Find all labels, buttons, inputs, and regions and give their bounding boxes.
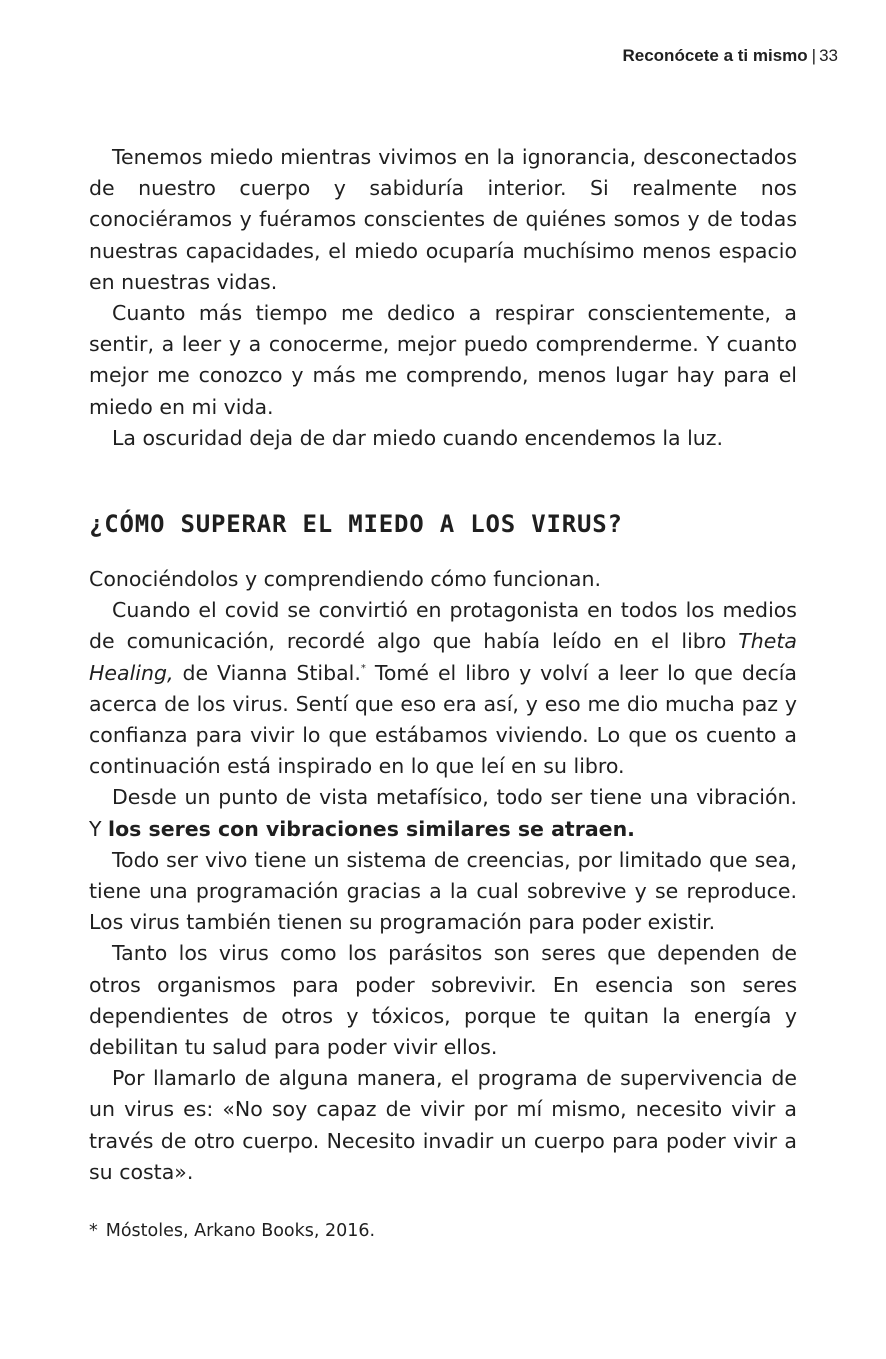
- paragraph: Conociéndolos y comprendiendo cómo funcionan.: [89, 567, 601, 591]
- bold-emphasis: los seres con vibraciones similares se atraen.: [108, 816, 635, 841]
- paragraph-text: Tomé el libro y volví a leer lo que decía acerca de los virus. Sentí que eso era así, y eso me dio mucha paz y confianza para vivir lo que estábamos viviendo. Lo que os cuento a continuación está inspirado en lo que leí en su libro.: [89, 660, 797, 779]
- paragraph: [89, 782, 797, 844]
- page-number: 33: [819, 46, 838, 65]
- footnote-text: Móstoles, Arkano Books, 2016.: [105, 1221, 376, 1241]
- intro-text-block: [89, 142, 797, 454]
- author-text: de Vianna Stibal.: [173, 660, 361, 685]
- paragraph: Tenemos miedo mientras vivimos en la ignorancia, desconectados de nuestro cuerpo y sabiduría interior. Si realmente nos conociéramos y fuéramos conscientes de quiénes somos y de todas nuestras capacidades, el miedo ocuparía muchísimo menos espacio en nuestras vidas.: [89, 145, 797, 294]
- running-header: [622, 46, 838, 66]
- paragraph: La oscuridad deja de dar miedo cuando encendemos la luz.: [112, 425, 724, 450]
- running-title: Reconócete a ti mismo: [622, 46, 808, 65]
- paragraph: Tanto los virus como los parásitos son seres que dependen de otros organismos para poder sobrevivir. En esencia son seres dependientes de otros y tóxicos, porque te quitan la energía y debilitan tu salud para poder vivir ellos.: [89, 941, 797, 1060]
- header-separator: |: [811, 46, 817, 65]
- footnote-mark: *: [89, 1221, 98, 1241]
- paragraph: [89, 595, 797, 782]
- paragraph-text: Cuando el covid se convirtió en protagonista en todos los medios de comunicación, recordé algo que había leído en el libro: [89, 598, 797, 654]
- book-title: Theta Healing,: [89, 629, 797, 685]
- virus-text-block: [89, 564, 797, 1188]
- footnote-reference: *: [360, 662, 366, 674]
- section-heading: ¿CÓMO SUPERAR EL MIEDO A LOS VIRUS?: [89, 510, 623, 538]
- paragraph-text: Desde un punto de vista metafísico, todo ser tiene una vibración. Y: [89, 785, 797, 841]
- paragraph: Todo ser vivo tiene un sistema de creencias, por limitado que sea, tiene una programación gracias a la cual sobrevive y se reproduce. Los virus también tienen su programación para poder existir.: [89, 847, 797, 935]
- paragraph: Por llamarlo de alguna manera, el programa de supervivencia de un virus es: «No soy capaz de vivir por mí mismo, necesito vivir a través de otro cuerpo. Necesito invadir un cuerpo para poder vivir a su costa».: [89, 1066, 797, 1184]
- footnote: [89, 1221, 375, 1241]
- paragraph: Cuanto más tiempo me dedico a respirar conscientemente, a sentir, a leer y a conocerme, mejor puedo comprenderme. Y cuanto mejor me conozco y más me comprendo, menos lugar hay para el miedo en mi vida.: [89, 301, 797, 419]
